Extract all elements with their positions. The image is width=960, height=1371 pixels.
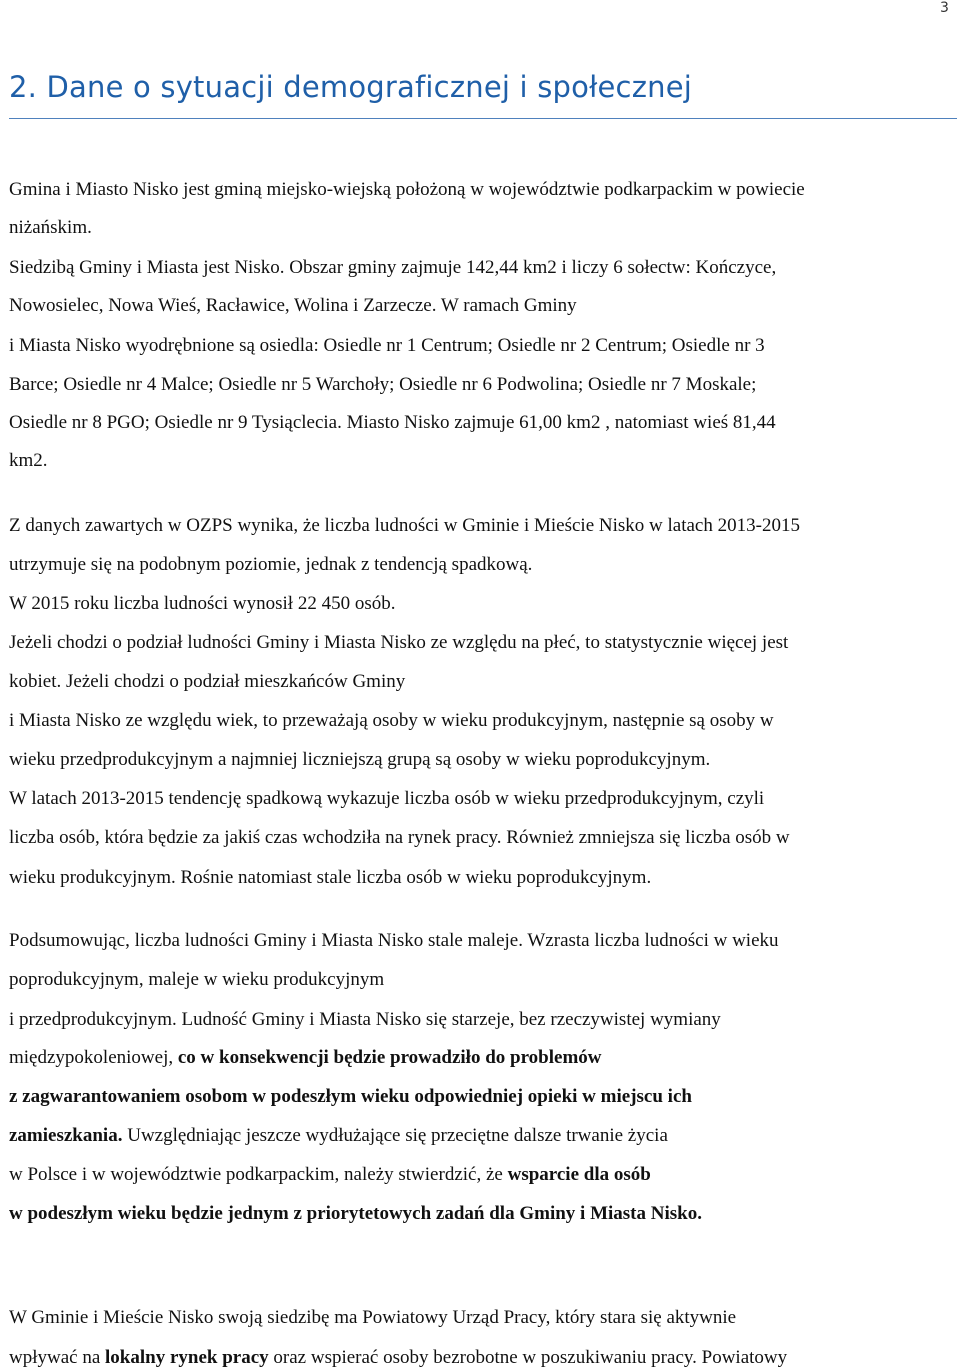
bold-text-span: co w konsekwencji będzie prowadziło do problemów [177, 1047, 602, 1068]
text-line [9, 592, 395, 616]
text-span: W latach 2013-2015 tendencję spadkową wykazuje liczba osób w wieku przedprodukcyjnym, czyli [9, 788, 765, 809]
text-line [9, 514, 800, 538]
text-span: Siedzibą Gminy i Miasta jest Nisko. Obszar gminy zajmuje 142,44 km2 i liczy 6 sołectw: Kończyce, [9, 257, 777, 278]
text-line [9, 1306, 736, 1330]
text-line [9, 1163, 651, 1187]
text-span: Osiedle nr 8 PGO; Osiedle nr 9 Tysiąclecia. Miasto Nisko zajmuje 61,00 km2 , natomiast wieś 81,44 [9, 412, 776, 433]
text-span: Gmina i Miasto Nisko jest gminą miejsko-wiejską położoną w województwie podkarpackim w powiecie [9, 179, 805, 200]
text-line [9, 411, 776, 435]
text-span: utrzymuje się na podobnym poziomie, jednak z tendencją spadkową. [9, 554, 533, 575]
text-span: wieku przedprodukcyjnym a najmniej liczniejszą grupą są osoby w wieku poprodukcyjnym. [9, 749, 711, 770]
text-line [9, 968, 384, 992]
bold-text-span: w podeszłym wieku będzie jednym z priorytetowych zadań dla Gminy i Miasta Nisko. [9, 1203, 702, 1224]
text-line [9, 670, 405, 694]
text-span: poprodukcyjnym, maleje w wieku produkcyjnym [9, 969, 385, 990]
bold-text-span: z zagwarantowaniem osobom w podeszłym wieku odpowiedniej opieki w miejscu ich [9, 1086, 692, 1107]
text-line [9, 826, 790, 850]
text-line [9, 631, 788, 655]
text-span: Podsumowując, liczba ludności Gminy i Miasta Nisko stale maleje. Wzrasta liczba ludności w wieku [9, 930, 779, 951]
text-line [9, 294, 577, 318]
text-span: wpływać na [9, 1347, 106, 1368]
text-span: kobiet. Jeżeli chodzi o podział mieszkańców Gminy [9, 671, 406, 692]
bold-text-span: zamieszkania. [9, 1125, 123, 1146]
text-line [9, 256, 776, 280]
text-span: liczba osób, która będzie za jakiś czas wchodziła na rynek pracy. Również zmniejsza się liczba osób w [9, 827, 790, 848]
text-span: Uwzględniając jeszcze wydłużające się przeciętne dalsze trwanie życia [122, 1125, 668, 1146]
text-span: Nowosielec, Nowa Wieś, Racławice, Wolina i Zarzecze. W ramach Gminy [9, 295, 577, 316]
text-span: i Miasta Nisko wyodrębnione są osiedla: Osiedle nr 1 Centrum; Osiedle nr 2 Centrum; Osiedle nr 3 [9, 335, 765, 356]
text-span: niżańskim. [9, 217, 92, 238]
text-span: w Polsce i w województwie podkarpackim, należy stwierdzić, że [9, 1164, 508, 1185]
text-line [9, 373, 756, 397]
text-line [9, 1202, 702, 1226]
text-line [9, 334, 765, 358]
text-span: Z danych zawartych w OZPS wynika, że liczba ludności w Gminie i Mieście Nisko w latach 2013-2015 [9, 515, 800, 536]
text-line [9, 748, 710, 772]
text-line [9, 553, 532, 577]
text-line [9, 709, 774, 733]
text-line [9, 178, 805, 202]
heading-underline [9, 118, 957, 119]
text-line [9, 929, 779, 953]
text-span: i przedprodukcyjnym. Ludność Gminy i Miasta Nisko się starzeje, bez rzeczywistej wymiany [9, 1009, 721, 1030]
bold-text-span: lokalny rynek pracy [105, 1347, 269, 1368]
text-line [9, 1085, 692, 1109]
page-number: 3 [940, 0, 949, 16]
bold-text-span: wsparcie dla osób [507, 1164, 651, 1185]
text-line [9, 1124, 668, 1148]
section-heading: 2. Dane o sytuacji demograficznej i społecznej [9, 70, 692, 104]
text-line [9, 866, 651, 890]
text-span: Jeżeli chodzi o podział ludności Gminy i Miasta Nisko ze względu na płeć, to statystycznie więcej jest [9, 632, 789, 653]
text-span: i Miasta Nisko ze względu wiek, to przeważają osoby w wieku produkcyjnym, następnie są osoby w [9, 710, 774, 731]
text-line [9, 216, 92, 240]
text-line [9, 1008, 721, 1032]
text-span: oraz wspierać osoby bezrobotne w poszukiwaniu pracy. Powiatowy [268, 1347, 788, 1368]
text-span: km2. [9, 450, 48, 471]
text-line [9, 1046, 602, 1070]
text-line [9, 787, 764, 811]
text-line [9, 1346, 787, 1370]
text-span: W 2015 roku liczba ludności wynosił 22 450 osób. [9, 593, 396, 614]
text-span: Barce; Osiedle nr 4 Malce; Osiedle nr 5 Warchoły; Osiedle nr 6 Podwolina; Osiedle nr 7 Moskale; [9, 374, 757, 395]
text-span: międzypokoleniowej, [9, 1047, 178, 1068]
text-line [9, 449, 48, 473]
text-span: wieku produkcyjnym. Rośnie natomiast stale liczba osób w wieku poprodukcyjnym. [9, 867, 652, 888]
text-span: W Gminie i Mieście Nisko swoją siedzibę ma Powiatowy Urząd Pracy, który stara się aktywnie [9, 1307, 737, 1328]
